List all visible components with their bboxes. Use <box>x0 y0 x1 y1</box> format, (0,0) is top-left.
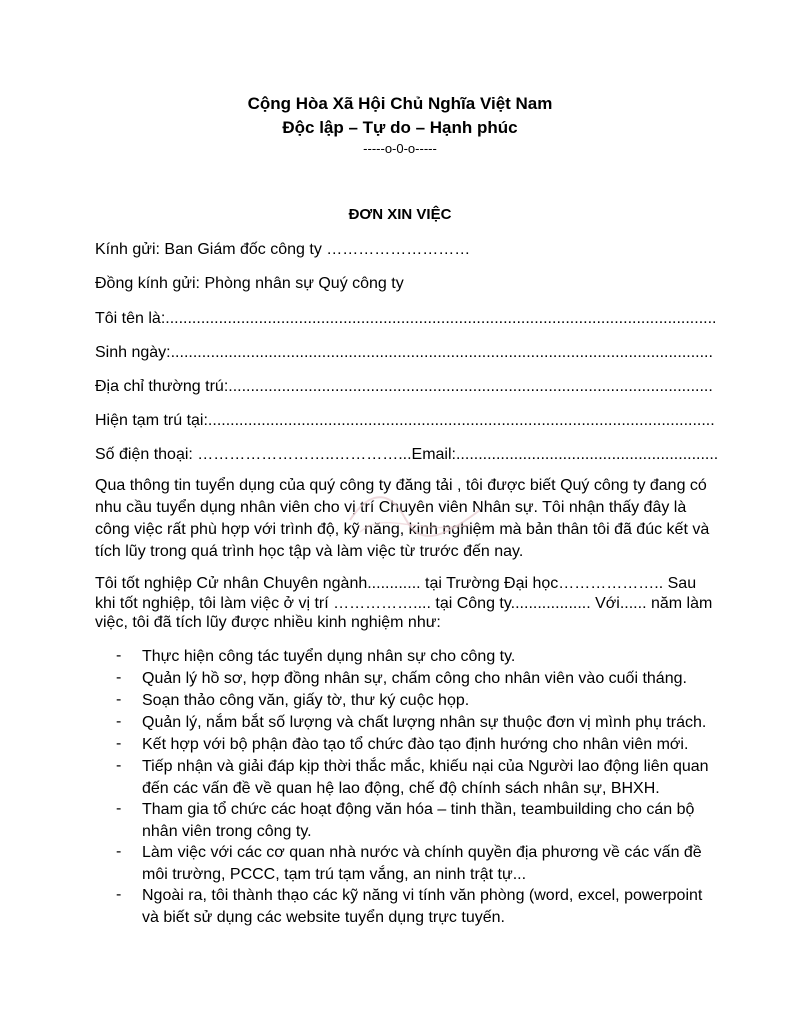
national-motto: Độc lập – Tự do – Hạnh phúc <box>282 118 518 137</box>
list-item-continuation: môi trường, PCCC, tạm trú tạm vắng, an ninh trật tự... <box>142 866 527 883</box>
list-item-continuation: và biết sử dụng các website tuyển dụng trực tuyến. <box>142 909 505 926</box>
bullet-marker: - <box>116 647 122 664</box>
paragraph-line: nhu cầu tuyển dụng nhân viên cho vị trí Chuyên viên Nhân sự. Tôi nhận thấy đây là <box>95 499 687 516</box>
list-item: Tham gia tổ chức các hoạt động văn hóa – tinh thần, teambuilding cho cán bộ <box>142 801 695 818</box>
bullet-marker: - <box>116 691 122 708</box>
bullet-marker: - <box>116 800 122 817</box>
bullet-marker: - <box>116 735 122 752</box>
recipient-line: Kính gửi: Ban Giám đốc công ty ……………………… <box>95 241 471 258</box>
list-item: Tiếp nhận và giải đáp kịp thời thắc mắc, khiếu nại của Người lao động liên quan <box>142 758 709 775</box>
list-item: Làm việc với các cơ quan nhà nước và chính quyền địa phương về các vấn đề <box>142 844 702 861</box>
paragraph-line: tích lũy trong quá trình học tập và làm việc từ trước đến nay. <box>95 543 524 560</box>
temporary-address-field: Hiện tạm trú tại:.................................................................................................................. <box>95 412 715 429</box>
paragraph-line: việc, tôi đã tích lũy được nhiều kinh nghiệm như: <box>95 614 441 631</box>
paragraph-line: công việc rất phù hợp với trình độ, kỹ năng, kinh nghiệm mà bản thân tôi đã đúc kết và <box>95 521 710 538</box>
phone-email-field: Số điện thoại: ……………………..…………...Email:........................................................... <box>95 446 719 463</box>
list-item-continuation: nhân viên trong công ty. <box>142 823 312 840</box>
header-separator: -----o-0-o----- <box>363 141 437 156</box>
list-item: Ngoài ra, tôi thành thạo các kỹ năng vi tính văn phòng (word, excel, powerpoint <box>142 887 703 904</box>
list-item: Quản lý, nắm bắt số lượng và chất lượng nhân sự thuộc đơn vị mình phụ trách. <box>142 714 707 731</box>
name-field: Tôi tên là:............................................................................................................................ <box>95 310 717 327</box>
bullet-marker: - <box>116 713 122 730</box>
cc-recipient-line: Đồng kính gửi: Phòng nhân sự Quý công ty <box>95 275 404 292</box>
list-item-continuation: đến các vấn đề về quan hệ lao động, chế độ chính sách nhân sự, BHXH. <box>142 780 660 797</box>
document-title: ĐƠN XIN VIỆC <box>348 206 452 223</box>
list-item: Kết hợp với bộ phận đào tạo tổ chức đào tạo định hướng cho nhân viên mới. <box>142 736 689 753</box>
bullet-marker: - <box>116 757 122 774</box>
list-item: Thực hiện công tác tuyển dụng nhân sự cho công ty. <box>142 648 516 665</box>
paragraph-line: Tôi tốt nghiệp Cử nhân Chuyên ngành............ tại Trường Đại học……………….. Sau <box>95 575 697 592</box>
paragraph-line: Qua thông tin tuyển dụng của quý công ty đăng tải , tôi được biết Quý công ty đang có <box>95 477 707 494</box>
list-item: Soạn thảo công văn, giấy tờ, thư ký cuộc họp. <box>142 692 470 709</box>
national-title: Cộng Hòa Xã Hội Chủ Nghĩa Việt Nam <box>247 94 553 113</box>
paragraph-line: khi tốt nghiệp, tôi làm việc ở vị trí …………….... tại Công ty.................. Với...... năm làm <box>95 595 713 612</box>
bullet-marker: - <box>116 886 122 903</box>
bullet-marker: - <box>116 669 122 686</box>
list-item: Quản lý hồ sơ, hợp đồng nhân sự, chấm công cho nhân viên vào cuối tháng. <box>142 670 687 687</box>
birthdate-field: Sinh ngày:.......................................................................................................................... <box>95 344 713 361</box>
permanent-address-field: Địa chỉ thường trú:............................................................................................................. <box>95 378 713 395</box>
bullet-marker: - <box>116 843 122 860</box>
